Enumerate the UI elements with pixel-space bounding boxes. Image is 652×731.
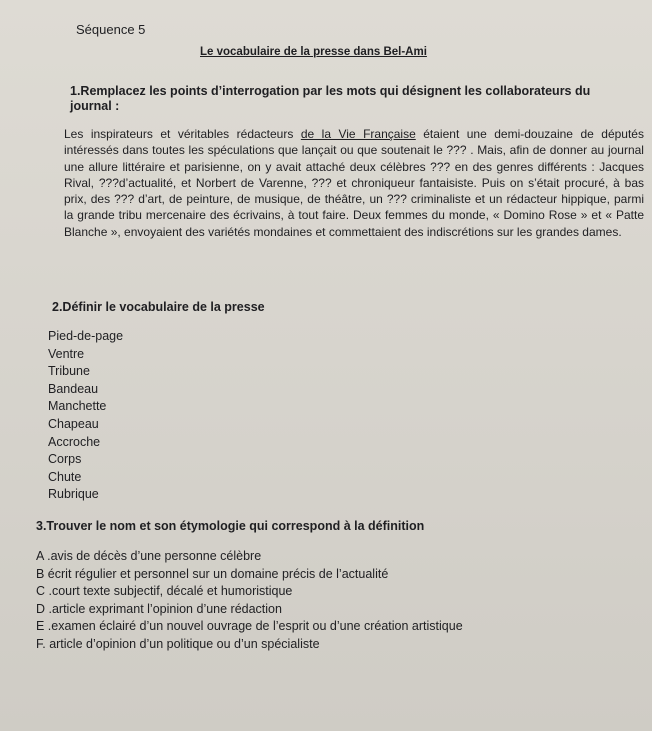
paragraph-text: Varenne, ??? et chroniqueur fantaisiste. Puis on s’était procuré, à bas prix, des ??? d’art, de [64,175,644,207]
definition-item: D .article exprimant l’opinion d’une rédaction [36,601,282,616]
newspaper-name: de la Vie Française [300,127,416,141]
exercise-1-paragraph [64,126,644,240]
vocabulary-term: Bandeau [48,381,99,396]
document-title: Le vocabulaire de la presse dans Bel-Ami [200,46,427,58]
sequence-label: Séquence 5 [76,22,146,37]
paragraph-text: célèbres ??? en des genres différents : Jacques Rival, ???d’actualité, et Norbert de [64,159,644,190]
paragraph-text: grande tribu mercenaire des écrivains, à tout faire. Deux femmes du monde, « Domino Rose » [77,208,588,223]
vocabulary-term: Chapeau [48,416,99,431]
vocabulary-term: Chute [48,469,82,484]
definition-item: A .avis de décès d’une personne célèbre [36,549,262,563]
vocabulary-term: Pied-de-page [48,329,124,343]
definition-item: E .examen éclairé d’un nouvel ouvrage de l’esprit ou d’une création artistique [36,619,463,634]
vocabulary-term: Manchette [48,399,107,414]
vocabulary-term: Ventre [48,346,85,361]
paragraph-text: députés intéressés dans toutes les spéculations que lançait ou que soutenait le ??? . Mais, [64,127,644,158]
definition-list [36,548,463,654]
definition-item: B écrit régulier et personnel sur un domaine précis de l’actualité [36,566,389,581]
paragraph-text: Les inspirateurs et véritables rédacteurs [64,127,301,141]
vocabulary-term: Accroche [48,434,101,449]
vocabulary-list [48,328,123,504]
vocabulary-term: Rubrique [48,487,99,502]
paragraph-text: et « Patte Blanche », envoyaient des variétés mondaines et commettaient des indiscrétions [64,208,644,239]
paragraph-text: étaient une demi-douzaine de [415,127,594,141]
vocabulary-term: Tribune [48,364,90,379]
definition-item: F. article d’opinion d’un politique ou d’un spécialiste [36,636,320,651]
paragraph-text: sur les grandes dames. [496,224,622,239]
paragraph-text: peinture, de musique, de théâtre, un ??? criminaliste et un rédacteur hippique, parmi la [64,192,644,223]
exercise-3-heading: 3.Trouver le nom et son étymologie qui correspond à la définition [36,519,425,533]
exercise-1-heading: 1.Remplacez les points d’interrogation par les mots qui désignent les collaborateurs du journal : [70,84,591,113]
paragraph-text: afin de donner au journal une allure littéraire et parisienne, on y avait attaché deux [64,143,644,174]
vocabulary-term: Corps [48,452,82,467]
definition-item: C .court texte subjectif, décalé et humoristique [36,584,293,599]
exercise-2-heading: 2.Définir le vocabulaire de la presse [52,300,265,314]
